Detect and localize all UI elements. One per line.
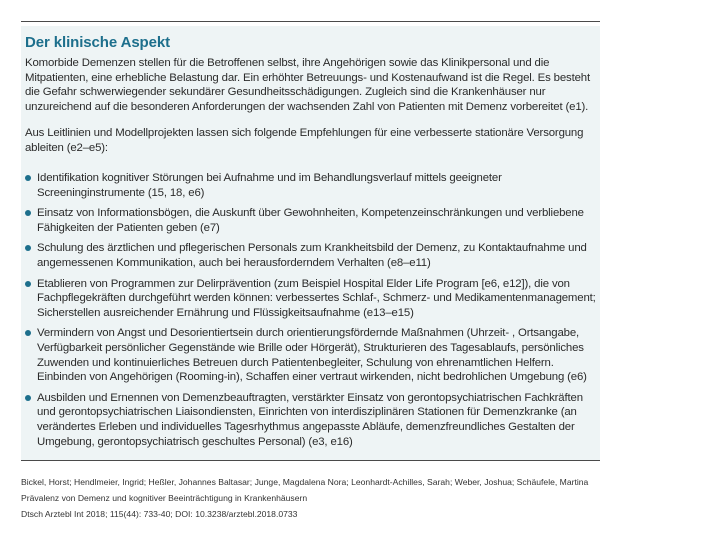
recommendation-text: Ausbilden und Ernennen von Demenzbeauftragten, verstärkter Einsatz von gerontopsychiatrischen Fachkräften und gerontopsychiatrischen Liaisondiensten, Einrichten von interdisziplinären Stationen für Demenzkranke (an verändertes Erleben und individuelles Tagesrhythmus angepasste Abläufe, demenzfreundliches Gestalten der Umgebung, gerontopsychiatrisch geschultes Personal) (e3, e16)	[37, 391, 583, 448]
recommendation-list	[21, 171, 600, 455]
recommendation-text: Einsatz von Informationsbögen, die Auskunft über Gewohnheiten, Kompetenzeinschränkungen und verbliebene Fähigkeiten der Patienten geben (e7)	[37, 207, 584, 234]
citation-authors: Bickel, Horst; Hendlmeier, Ingrid; Heßler, Johannes Baltasar; Junge, Magdalena Nora; Leonhardt-Achilles, Sarah; Weber, Joshua; Schäufele, Martina	[21, 477, 589, 487]
citation-title: Prävalenz von Demenz und kognitiver Beeinträchtigung in Krankenhäusern	[21, 493, 308, 503]
list-item	[21, 206, 597, 235]
list-item	[21, 171, 597, 200]
citation-block	[21, 474, 588, 522]
list-item	[21, 326, 597, 384]
bullet-icon	[25, 245, 31, 251]
clinical-aspect-box	[21, 26, 600, 461]
recommendation-text: Identifikation kognitiver Störungen bei Aufnahme und im Behandlungsverlauf mittels geeigneter Screeninginstrumente (15, 18, e6)	[37, 172, 502, 199]
recommendation-text: Etablieren von Programmen zur Delirprävention (zum Beispiel Hospital Elder Life Program [e6, e12]), die von Fachpflegekräften durchgeführt werden können: verbessertes Schlaf-, Schmerz- und Medikamentenmanagement; Sicherstellen ausreichender Ernährung und Flüssigkeitsaufnahme (e13–e15)	[37, 277, 596, 319]
bullet-icon	[25, 395, 31, 401]
bullet-icon	[25, 210, 31, 216]
recommendation-text: Vermindern von Angst und Desorientiertsein durch orientierungsfördernde Maßnahmen (Uhrzeit- , Ortsangabe, Verfügbarkeit persönlicher Gegenstände wie Brille oder Hörgerät), Strukturieren des Tagesablaufs, persönliches Zuwenden und kontinuierliches Betreuen durch Patientenbegleiter, Schulung von ehrenamtlichen Helfern. Einbinden von Angehörigen (Rooming-in), Schaffen einer vertraut wirkenden, nicht bedrohlichen Umgebung (e6)	[37, 327, 587, 384]
bullet-icon	[25, 330, 31, 336]
box-title: Der klinische Aspekt	[25, 34, 171, 51]
bullet-icon	[25, 281, 31, 287]
recommendation-text: Schulung des ärztlichen und pflegerischen Personals zum Krankheitsbild der Demenz, zu Kontaktaufnahme und angemessenen Kommunikation, auch bei herausforderndem Verhalten (e8–e11)	[37, 242, 587, 269]
list-item	[21, 277, 597, 321]
citation-source: Dtsch Arztebl Int 2018; 115(44): 733-40; DOI: 10.3238/arztebl.2018.0733	[21, 509, 298, 519]
bullet-icon	[25, 175, 31, 181]
intro-paragraph-2: Aus Leitlinien und Modellprojekten lassen sich folgende Empfehlungen für eine verbesserte stationäre Versorgung ableiten (e2–e5):	[25, 127, 584, 154]
top-divider	[21, 21, 600, 22]
list-item	[21, 391, 597, 449]
list-item	[21, 241, 597, 270]
intro-paragraph-1: Komorbide Demenzen stellen für die Betroffenen selbst, ihre Angehörigen sowie das Klinikpersonal und die Mitpatienten, eine erhebliche Belastung dar. Ein erhöhter Betreuungs- und Kostenaufwand ist die Regel. Es besteht die Gefahr schwerwiegender sekundärer Gesundheitsschädigungen. Zugleich sind die Krankenhäuser nur unzureichend auf die besonderen Anforderungen der wachsenden Zahl von Patienten mit Demenz vorbereitet (e1).	[25, 57, 590, 113]
